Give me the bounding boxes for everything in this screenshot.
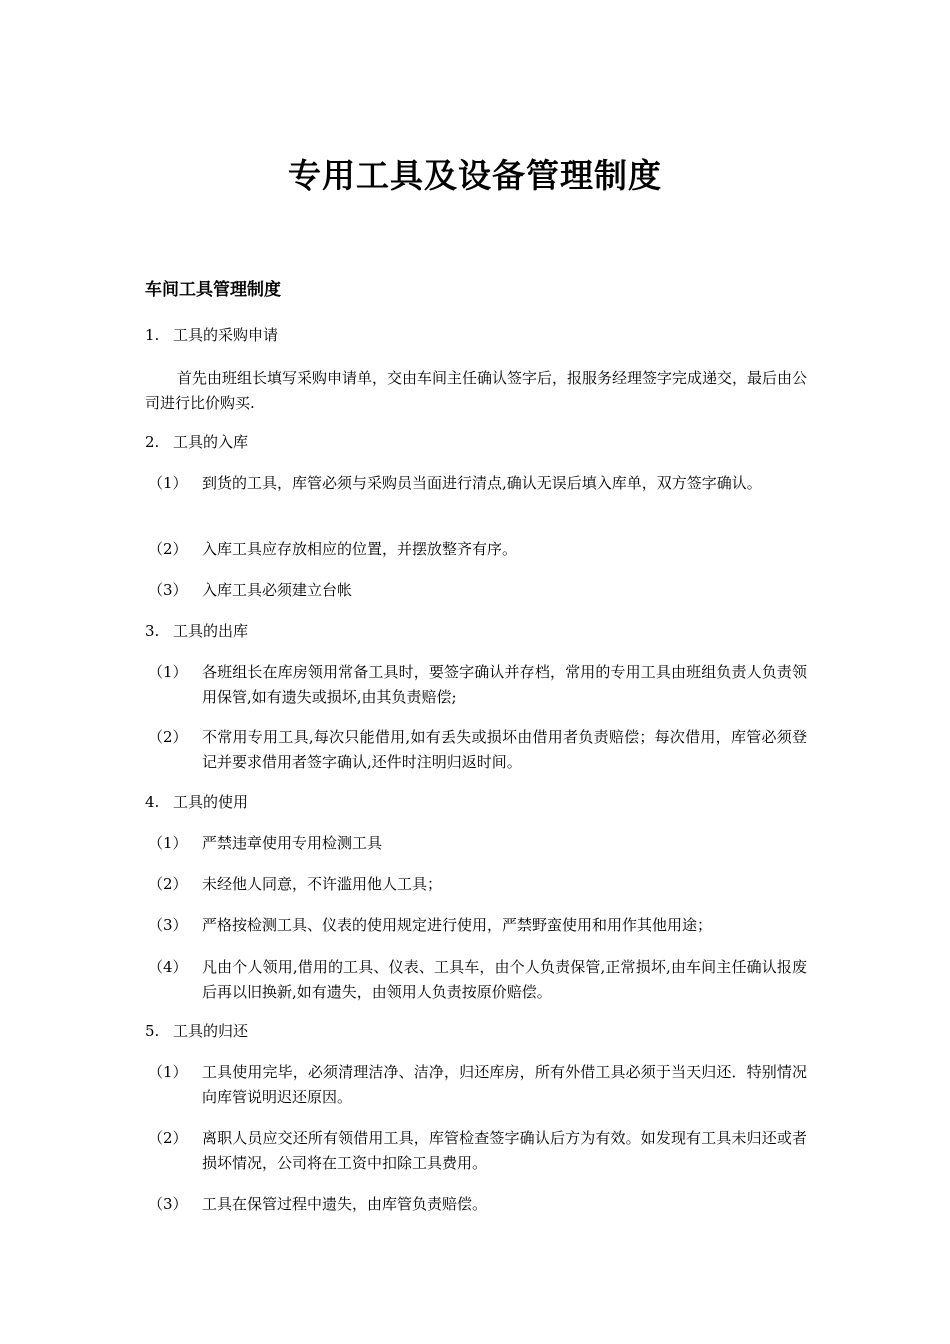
heading-number: 2. [145, 433, 160, 451]
heading-text: 工具的使用 [173, 793, 249, 811]
heading-text: 工具的入库 [173, 433, 249, 451]
list-item [145, 1192, 807, 1217]
document-title: 专用工具及设备管理制度 [288, 156, 662, 195]
list-item [145, 1060, 807, 1110]
list-item [145, 872, 807, 897]
item-text: 入库工具必须建立台帐 [202, 581, 353, 599]
numbered-heading-5 [145, 1019, 248, 1044]
numbered-heading-2 [145, 430, 248, 455]
list-item [145, 660, 807, 710]
heading-number: 3. [145, 622, 160, 640]
item-marker: （3） [148, 916, 188, 934]
item-text: 各班组长在库房领用常备工具时，要签字确认并存档，常用的专用工具由班组负责人负责领用保管,如有遗失或损坏,由其负责赔偿; [202, 663, 807, 706]
numbered-heading-4 [145, 790, 248, 815]
numbered-heading-1 [145, 323, 278, 348]
list-item [145, 831, 807, 856]
item-text: 到货的工具，库管必须与采购员当面进行清点,确认无误后填入库单，双方签字确认。 [202, 474, 762, 492]
item-marker: （2） [148, 875, 188, 893]
item-text: 工具使用完毕，必须清理洁净、洁净，归还库房，所有外借工具必须于当天归还．特别情况向库管说明迟还原因。 [202, 1063, 807, 1106]
item-marker: （1） [148, 834, 188, 852]
item-marker: （1） [148, 474, 188, 492]
list-item [145, 955, 807, 1005]
item-text: 工具在保管过程中遗失，由库管负责赔偿。 [202, 1195, 488, 1213]
item-marker: （2） [148, 728, 188, 746]
list-item [145, 578, 807, 603]
paragraph-purchase: 首先由班组长填写采购申请单，交由车间主任确认签字后，报服务经理签字完成递交，最后由公司进行比价购买. [145, 369, 808, 412]
item-text: 凡由个人领用,借用的工具、仪表、工具车，由个人负责保管,正常损坏,由车间主任确认报废后再以旧换新,如有遗失，由领用人负责按原价赔偿。 [202, 958, 807, 1001]
section-heading: 车间工具管理制度 [145, 280, 281, 300]
item-marker: （4） [148, 958, 188, 976]
item-marker: （3） [148, 1195, 188, 1213]
item-text: 严格按检测工具、仪表的使用规定进行使用，严禁野蛮使用和用作其他用途； [202, 916, 713, 934]
list-item [145, 725, 807, 775]
item-text: 不常用专用工具,每次只能借用,如有丢失或损坏由借用者负责赔偿；每次借用，库管必须登记并要求借用者签字确认,还件时注明归返时间。 [202, 728, 807, 771]
item-marker: （2） [148, 1129, 188, 1147]
item-text: 严禁违章使用专用检测工具 [202, 834, 383, 852]
item-marker: （1） [148, 1063, 188, 1081]
list-item [145, 537, 807, 562]
item-text: 入库工具应存放相应的位置，并摆放整齐有序。 [202, 540, 518, 558]
heading-number: 1. [145, 326, 160, 344]
list-item [145, 1126, 807, 1176]
list-item [145, 913, 807, 938]
list-item [145, 471, 807, 496]
item-marker: （1） [148, 663, 188, 681]
heading-number: 5. [145, 1022, 160, 1040]
item-marker: （3） [148, 581, 188, 599]
item-text: 未经他人同意，不许滥用他人工具； [202, 875, 443, 893]
heading-text: 工具的出库 [173, 622, 249, 640]
heading-number: 4. [145, 793, 160, 811]
item-marker: （2） [148, 540, 188, 558]
heading-text: 工具的采购申请 [173, 326, 279, 344]
item-text: 离职人员应交还所有领借用工具，库管检查签字确认后方为有效。如发现有工具未归还或者损坏情况，公司将在工资中扣除工具费用。 [202, 1129, 807, 1172]
numbered-heading-3 [145, 619, 248, 644]
heading-text: 工具的归还 [173, 1022, 249, 1040]
